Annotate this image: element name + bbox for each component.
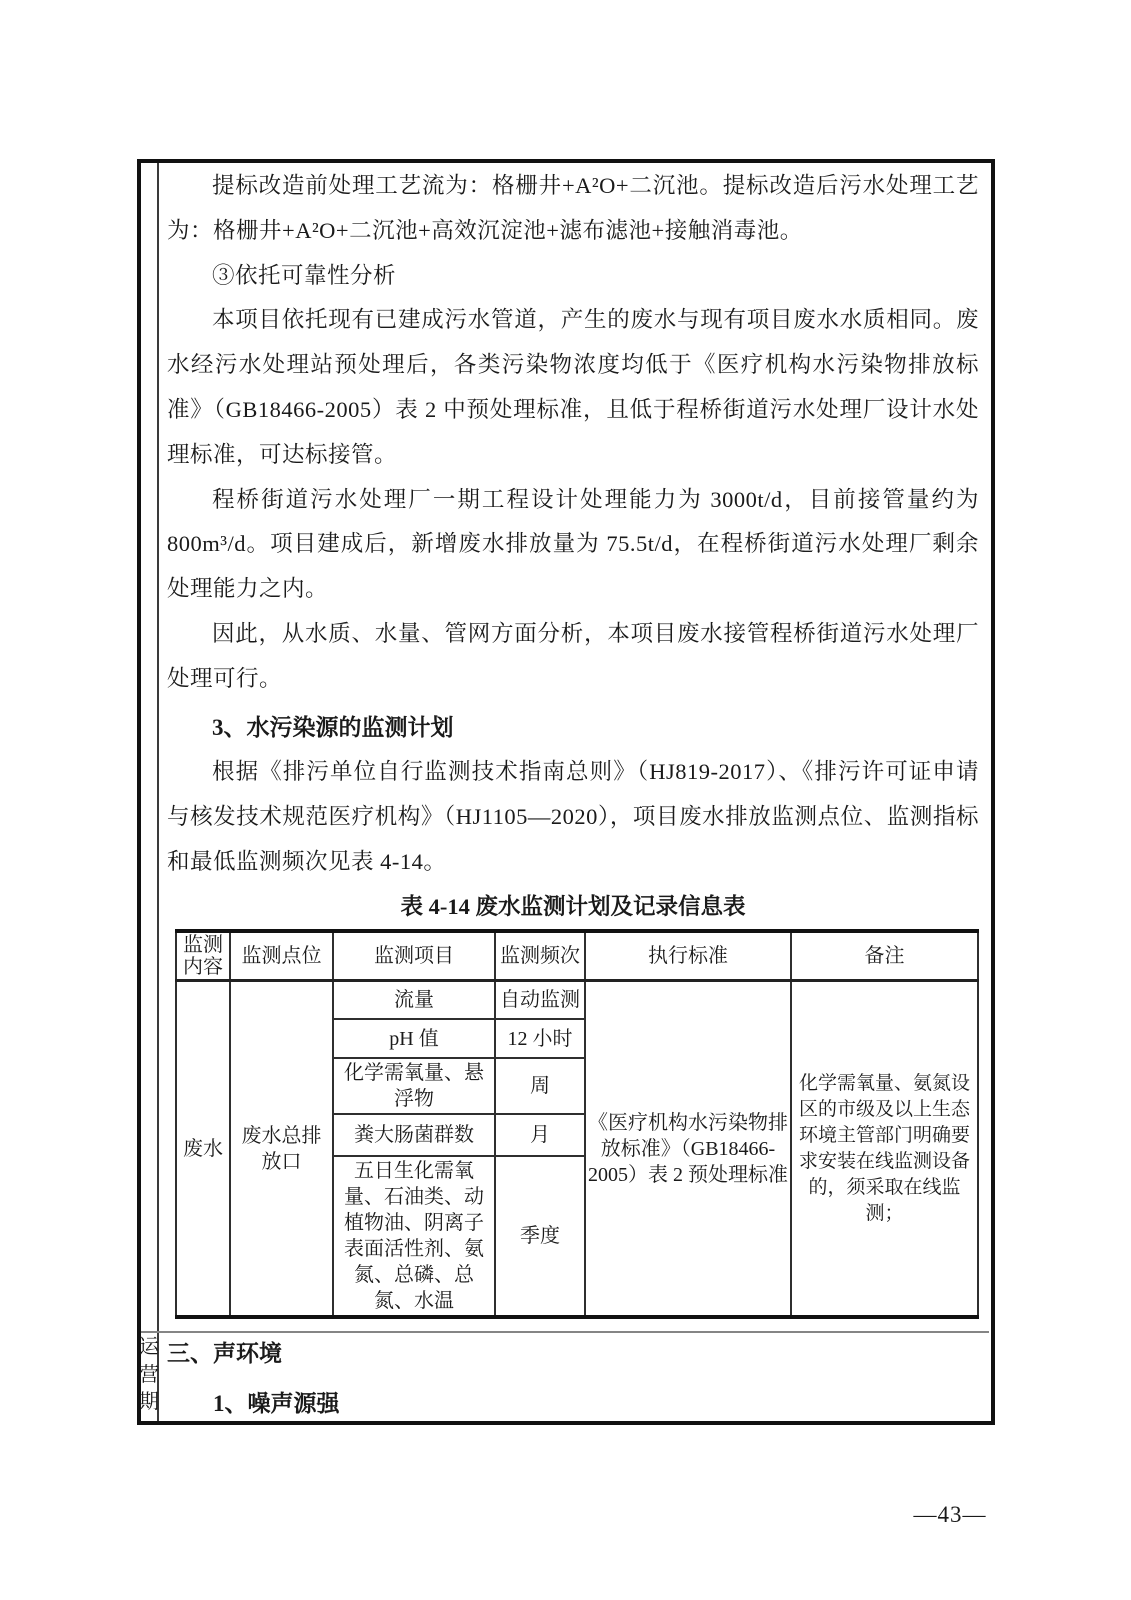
cell-item-quarterly: 五日生化需氧量、石油类、动植物油、阴离子表面活性剂、氨氮、总磷、总氮、水温 [333,1156,495,1317]
header-monitor-frequency: 监测频次 [495,931,585,981]
header-remark: 备注 [791,931,978,981]
cell-standard: 《医疗机构水污染物排放标准》（GB18466-2005）表 2 预处理标准 [585,980,791,1317]
cell-freq-cod: 周 [495,1058,585,1114]
subheading-noise-source: 1、噪声源强 [213,1391,340,1416]
cell-freq-flow: 自动监测 [495,980,585,1019]
row-label-operation-period: 运营期 [139,1336,159,1413]
cell-freq-ph: 12 小时 [495,1019,585,1058]
paragraph-reliability-heading: ③依托可靠性分析 [212,262,397,288]
paragraph-reliability-analysis: 本项目依托现有已建成污水管道，产生的废水与现有项目废水水质相同。废水经污水处理站预处理后，各类污染物浓度均低于《医疗机构水污染物排放标准》（GB18466-2005）表 2 中预处理标准，且低于程桥街道污水处理厂设计水处理标准，可达标接管。 [167,307,979,467]
main-content-cell [159,164,987,1319]
cell-monitor-content: 废水 [176,980,230,1317]
table-row [176,980,978,1019]
paragraph-capacity: 程桥街道污水处理厂一期工程设计处理能力为 3000t/d，目前接管量约为 800m³/d。项目建成后，新增废水排放量为 75.5t/d，在程桥街道污水处理厂剩余处理能力之内。 [167,486,979,602]
header-monitor-location: 监测点位 [230,931,333,981]
header-monitor-item: 监测项目 [333,931,495,981]
cell-item-coliform: 粪大肠菌群数 [333,1114,495,1156]
header-monitor-content: 监测内容 [176,931,230,981]
cell-freq-quarterly: 季度 [495,1156,585,1317]
cell-monitor-location: 废水总排放口 [230,980,333,1317]
paragraph-process-flow: 提标改造前处理工艺流为：格栅井+A²O+二沉池。提标改造后污水处理工艺为：格栅井+A²O+二沉池+高效沉淀池+滤布滤池+接触消毒池。 [167,173,979,243]
cell-freq-coliform: 月 [495,1114,585,1156]
page-number: —43— [913,1502,987,1527]
wastewater-monitoring-table [175,929,979,1320]
table-header-row [176,931,978,981]
section-heading-acoustic-environment: 三、声环境 [167,1341,282,1366]
paragraph-monitoring-basis: 根据《排污单位自行监测技术指南总则》（HJ819-2017）、《排污许可证申请与核发技术规范医疗机构》（HJ1105—2020），项目废水排放监测点位、监测指标和最低监测频次见表 4-14。 [167,759,979,874]
cell-item-flow: 流量 [333,980,495,1019]
noise-section-cell [159,1331,987,1417]
cell-item-cod: 化学需氧量、悬浮物 [333,1058,495,1114]
cell-remark: 化学需氧量、氨氮设区的市级及以上生态环境主管部门明确要求安装在线监测设备的，须采取在线监测； [791,980,978,1317]
table-4-14-title: 表 4-14 废水监测计划及记录信息表 [400,893,746,919]
header-standard: 执行标准 [585,931,791,981]
paragraph-conclusion: 因此，从水质、水量、管网方面分析，本项目废水接管程桥街道污水处理厂处理可行。 [167,620,979,691]
cell-item-ph: pH 值 [333,1019,495,1058]
section-heading-monitoring-plan: 3、水污染源的监测计划 [212,714,454,740]
